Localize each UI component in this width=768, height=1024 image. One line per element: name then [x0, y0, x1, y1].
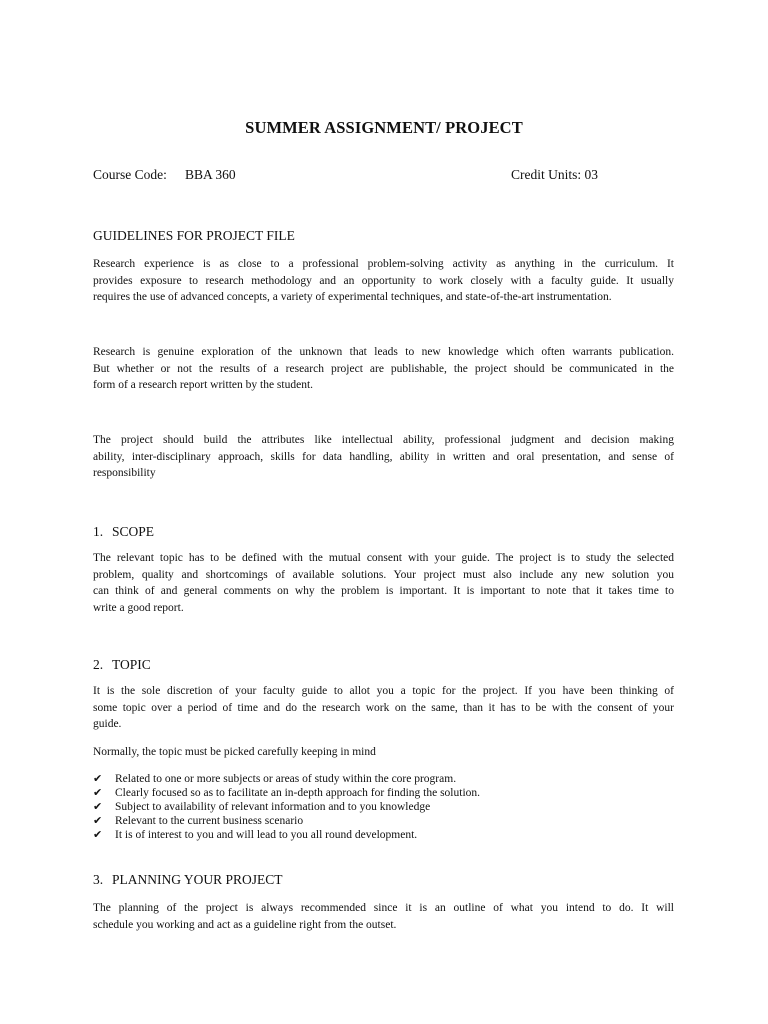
paragraph-line: The relevant topic has to be defined with the mutual consent with your guide. The project is to study the selected — [93, 552, 674, 564]
paragraph-line: Research experience is as close to a professional problem-solving activity as anything in the curriculum. It — [93, 258, 674, 270]
paragraph-line: some topic over a period of time and do the research work on the same, than it has to be with the consent of your — [93, 701, 674, 714]
paragraph-line: form of a research report written by the student. — [93, 379, 314, 392]
paragraph-line: ability, inter-disciplinary approach, skills for data handling, ability in written and oral presentation, and sense of — [93, 450, 674, 463]
paragraph-line: But whether or not the results of a research project are publishable, the project should be communicated in the — [93, 362, 674, 375]
section-title: TOPIC — [112, 657, 151, 672]
course-code-label: Course Code: — [93, 167, 167, 182]
paragraph-line: It is the sole discretion of your faculty guide to allot you a topic for the project. If you have been thinking of — [93, 685, 674, 697]
paragraph-line: The planning of the project is always recommended since it is an outline of what you intend to do. It will — [93, 902, 674, 914]
section-title: SCOPE — [112, 524, 155, 539]
list-item — [93, 814, 480, 828]
paragraph-line: schedule you working and act as a guideline right from the outset. — [93, 918, 397, 931]
section-heading-topic — [93, 657, 151, 673]
check-mark-icon: ✔ — [93, 814, 103, 828]
paragraph-line: responsibility — [93, 467, 156, 480]
planning-paragraph — [93, 900, 674, 933]
document-title: SUMMER ASSIGNMENT/ PROJECT — [245, 118, 523, 137]
list-item-text: Subject to availability of relevant information and to you knowledge — [115, 801, 431, 814]
list-item — [93, 828, 480, 842]
intro-paragraph-3 — [93, 432, 674, 482]
paragraph-line: guide. — [93, 718, 122, 731]
course-code-value: BBA 360 — [185, 167, 236, 182]
list-item-text: Clearly focused so as to facilitate an in-depth approach for finding the solution. — [115, 787, 481, 800]
paragraph-line: write a good report. — [93, 601, 184, 614]
list-item — [93, 786, 480, 800]
paragraph-line: The project should build the attributes like intellectual ability, professional judgment and decision making — [93, 434, 674, 446]
check-mark-icon: ✔ — [93, 828, 103, 842]
credit-units: Credit Units: 03 — [511, 167, 598, 182]
section-title: PLANNING YOUR PROJECT — [112, 872, 283, 887]
list-item-text: Relevant to the current business scenario — [115, 815, 304, 828]
paragraph-line: can think of and general comments on why the problem is important. It is important to note that it takes time to — [93, 585, 674, 598]
list-item-text: Related to one or more subjects or areas of study within the core program. — [115, 773, 457, 785]
topic-note — [93, 744, 674, 761]
topic-checklist — [93, 772, 480, 842]
intro-paragraph-1 — [93, 256, 674, 306]
paragraph-line: requires the use of advanced concepts, a variety of experimental techniques, and state-of-the-art instrumentation. — [93, 291, 612, 304]
section-number: 1. — [93, 524, 104, 539]
check-mark-icon: ✔ — [93, 800, 103, 814]
list-item — [93, 772, 480, 786]
paragraph-line: problem, quality and shortcomings of available solutions. Your project must also include any new solution you — [93, 568, 674, 581]
guidelines-heading: GUIDELINES FOR PROJECT FILE — [93, 228, 295, 243]
section-number: 2. — [93, 657, 104, 672]
paragraph-line: Normally, the topic must be picked carefully keeping in mind — [93, 746, 376, 758]
list-item — [93, 800, 480, 814]
scope-paragraph — [93, 550, 674, 616]
intro-paragraph-2 — [93, 344, 674, 394]
check-mark-icon: ✔ — [93, 786, 103, 800]
paragraph-line: provides exposure to research methodology and an opportunity to work closely with a faculty guide. It usually — [93, 274, 674, 287]
topic-paragraph — [93, 683, 674, 733]
section-heading-planning — [93, 872, 283, 888]
check-mark-icon: ✔ — [93, 772, 103, 785]
paragraph-line: Research is genuine exploration of the unknown that leads to new knowledge which often warrants publication. — [93, 346, 674, 358]
section-number: 3. — [93, 872, 104, 887]
section-heading-scope — [93, 524, 154, 540]
list-item-text: It is of interest to you and will lead to you all round development. — [115, 829, 418, 842]
